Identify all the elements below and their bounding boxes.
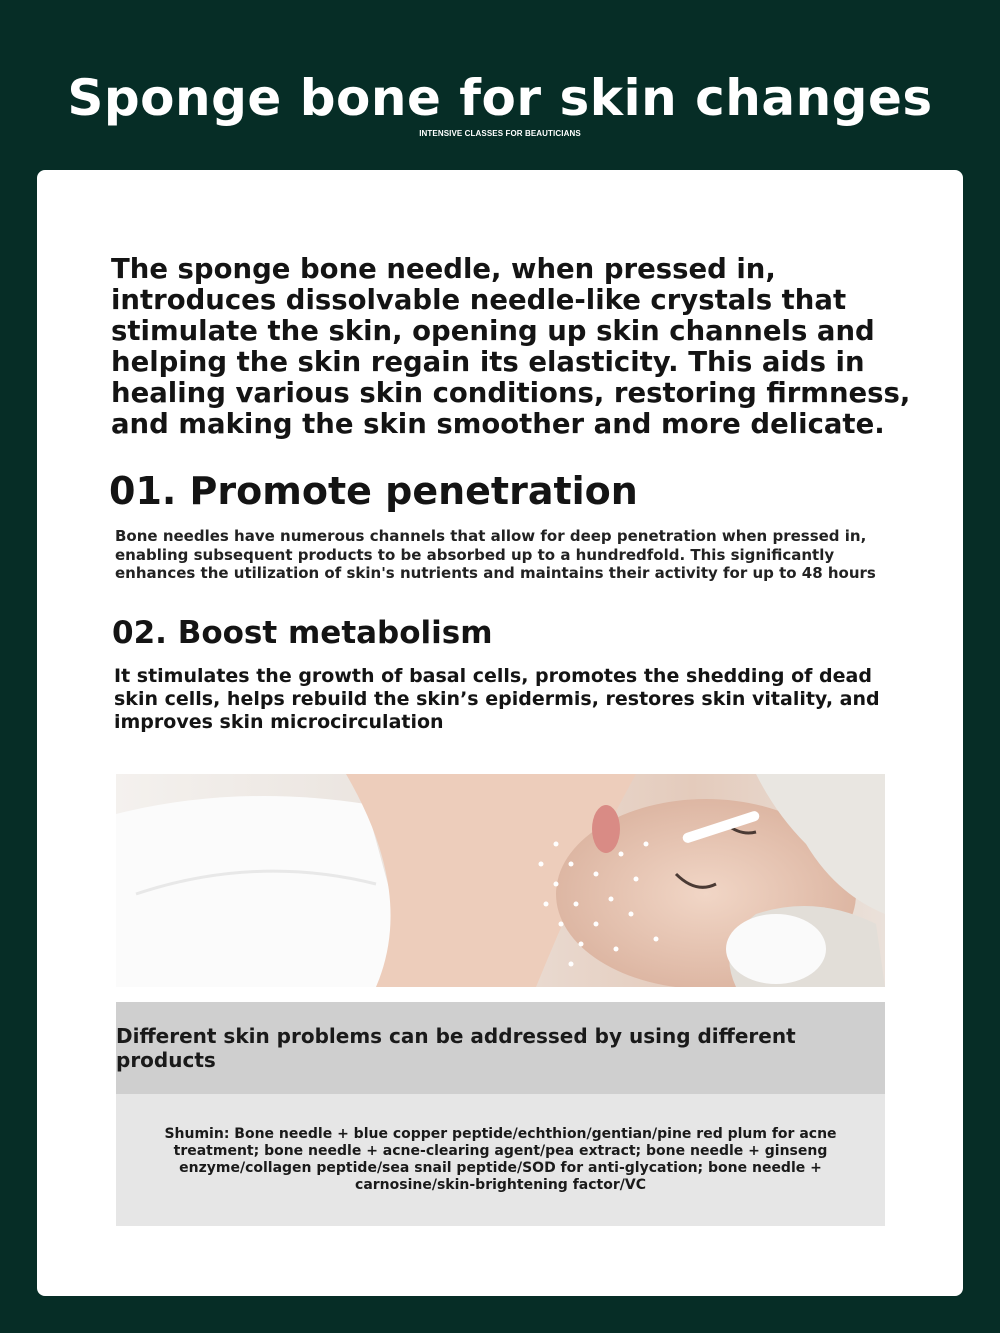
products-detail-text: Shumin: Bone needle + blue copper peptide/echthion/gentian/pine red plum for acne treatment; bone needle + acne-clearing agent/pea extract; bone needle + ginseng enzyme/collagen peptide/sea snail peptide/SOD for anti-glycation; bone needle + carnosine/skin-brightening factor/VC — [164, 1126, 837, 1193]
intro-paragraph: The sponge bone needle, when pressed in, introduces dissolvable needle-like crystals that stimulate the skin, opening up skin channels and helping the skin regain its elasticity. This aids in healing various skin conditions, restoring firmness, and making the skin smoother and more delicate. — [111, 253, 911, 440]
lips-shape — [592, 805, 620, 853]
page-subtitle: INTENSIVE CLASSES FOR BEAUTICIANS — [419, 129, 581, 138]
section-01-heading: 01. Promote penetration — [109, 469, 638, 513]
products-detail — [116, 1094, 885, 1226]
page-title: Sponge bone for skin changes — [67, 69, 933, 127]
cotton-pad — [726, 914, 826, 984]
towel-shape — [116, 796, 416, 987]
content-card — [37, 170, 963, 1296]
section-02-body: It stimulates the growth of basal cells, promotes the shedding of dead skin cells, helps rebuild the skin’s epidermis, restores skin vitality, and improves skin microcirculation — [114, 665, 880, 733]
section-01-body: Bone needles have numerous channels that allow for deep penetration when pressed in, enabling subsequent products to be absorbed up to a hundredfold. This significantly enhances the utilization of skin's nutrients and maintains their activity for up to 48 hours — [115, 527, 876, 582]
products-banner — [116, 1002, 885, 1094]
products-banner-text: Different skin problems can be addressed by using different products — [116, 1024, 796, 1072]
section-02-heading: 02. Boost metabolism — [112, 615, 493, 651]
facial-treatment-illustration — [116, 774, 885, 987]
facial-treatment-photo — [116, 774, 885, 987]
